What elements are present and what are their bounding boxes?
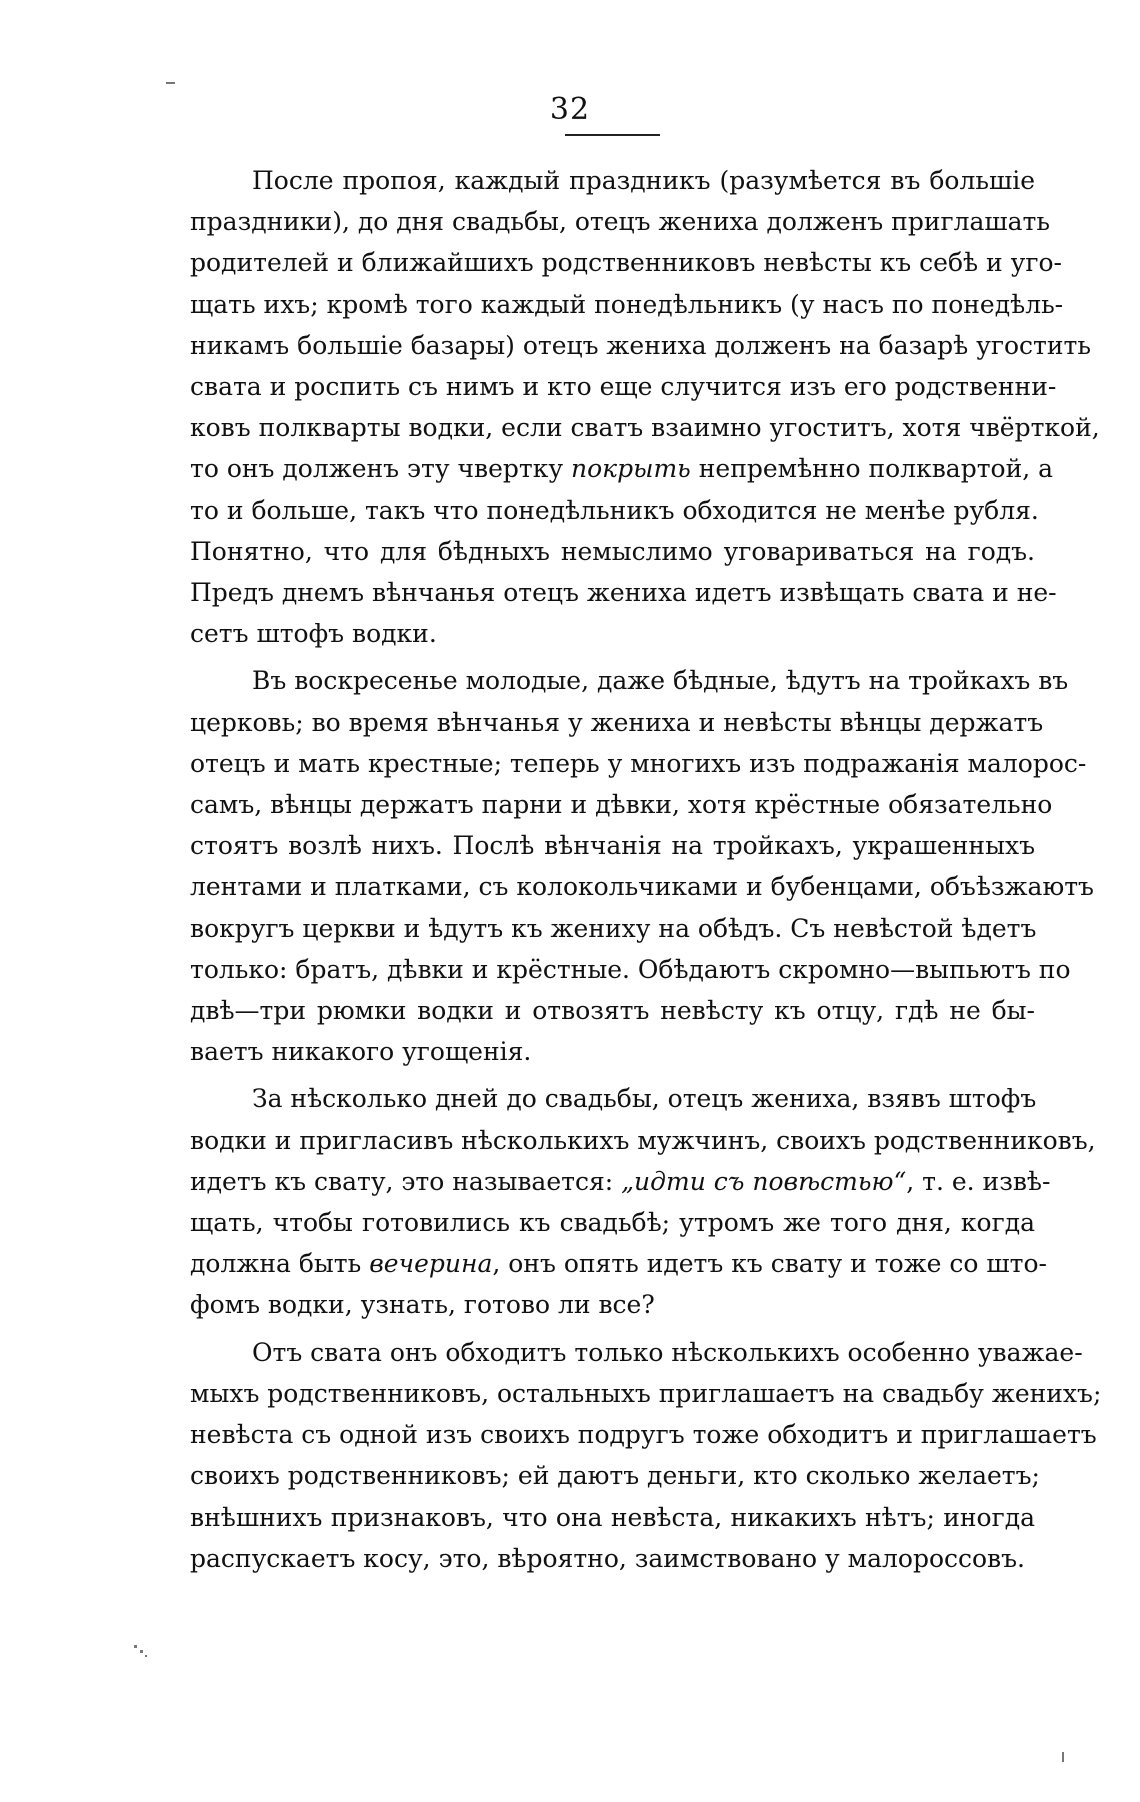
text-line: [190, 990, 1035, 1031]
text-line: [190, 242, 1062, 283]
text-line: [190, 613, 1035, 654]
paragraph: [190, 160, 1100, 654]
text-line: [190, 1161, 1051, 1202]
text-line: [190, 743, 1087, 784]
text-run: , т. е. извѣ-: [906, 1166, 1051, 1196]
page-number-rule: [565, 134, 660, 136]
text-line: [190, 160, 1035, 201]
text-run: свата и роспить съ нимъ и кто еще случится изъ его родственни-: [190, 372, 1057, 402]
text-run: ковъ полкварты водки, если сватъ взаимно угоститъ, хотя чвёрткой,: [190, 413, 1100, 443]
text-run: сетъ штофъ водки.: [190, 619, 437, 649]
italic-term: вечерина: [369, 1249, 493, 1279]
text-run: Предъ днемъ вѣнчанья отецъ жениха идетъ извѣщать свата и не-: [190, 578, 1057, 608]
text-run: водки и пригласивъ нѣсколькихъ мужчинъ, своихъ родственниковъ,: [190, 1125, 1096, 1155]
text-line: [190, 325, 1091, 366]
text-run: непремѣнно полквартой, а: [690, 454, 1054, 484]
text-line: [190, 1078, 1035, 1119]
text-run: внѣшнихъ признаковъ, что она невѣста, никакихъ нѣтъ; иногда: [190, 1502, 1035, 1532]
text-line: [190, 1031, 1035, 1072]
text-line: [190, 1243, 1047, 1284]
text-line: [190, 702, 1044, 743]
text-line: [190, 825, 1035, 866]
text-run: мыхъ родственниковъ, остальныхъ приглашаетъ на свадьбу женихъ;: [190, 1378, 1102, 1408]
text-run: фомъ водки, узнать, готово ли все?: [190, 1290, 655, 1320]
text-run: После пропоя, каждый праздникъ (разумѣется въ большіе: [252, 166, 1035, 195]
text-run: За нѣсколько дней до свадьбы, отецъ жениха, взявъ штофъ: [252, 1084, 1037, 1114]
text-line: [190, 490, 1039, 531]
paragraph: [190, 1078, 1096, 1325]
text-run: никамъ большіе базары) отецъ жениха долженъ на базарѣ угостить: [190, 330, 1091, 360]
text-run: вокругъ церкви и ѣдутъ къ жениху на обѣдъ. Съ невѣстой ѣдетъ: [190, 913, 1037, 943]
text-line: [190, 572, 1057, 613]
text-run: церковь; во время вѣнчанья у жениха и невѣсты вѣнцы держатъ: [190, 707, 1044, 737]
text-run: распускаетъ косу, это, вѣроятно, заимствовано у малороссовъ.: [190, 1543, 1025, 1573]
paragraph: [190, 1332, 1102, 1579]
text-line: [190, 201, 1050, 242]
text-line: [190, 908, 1035, 949]
text-line: [190, 1120, 1096, 1161]
text-run: стоятъ возлѣ нихъ. Послѣ вѣнчанія на тройкахъ, украшенныхъ: [190, 831, 1035, 861]
text-run: невѣста съ одной изъ своихъ подругъ тоже обходитъ и приглашаетъ: [190, 1420, 1097, 1450]
text-run: Въ воскресенье молодые, даже бѣдные, ѣдутъ на тройкахъ въ: [252, 666, 1069, 696]
text-line: [190, 949, 1071, 990]
text-line: [190, 1202, 1035, 1243]
text-run: ваетъ никакого угощенія.: [190, 1037, 532, 1067]
text-run: своихъ родственниковъ; ей даютъ деньги, кто сколько желаетъ;: [190, 1461, 1040, 1491]
text-line: [190, 1455, 1040, 1496]
scan-speck: [134, 1645, 137, 1648]
text-line: [190, 784, 1053, 825]
text-line: [190, 660, 1069, 701]
body-text: [190, 160, 1102, 1579]
text-line: [190, 448, 1054, 489]
text-run: двѣ—три рюмки водки и отвозятъ невѣсту къ отцу, гдѣ не бы-: [190, 996, 1035, 1026]
text-run: Понятно, что для бѣдныхъ немыслимо уговариваться на годъ.: [190, 536, 1035, 566]
text-run: Отъ свата онъ обходитъ только нѣсколькихъ особенно уважае-: [252, 1337, 1083, 1367]
text-run: должна быть: [190, 1249, 370, 1279]
text-run: то онъ долженъ эту чвертку: [190, 454, 572, 484]
text-run: идетъ къ свату, это называется:: [190, 1166, 622, 1196]
scan-speck: [166, 82, 175, 84]
text-run: , онъ опять идетъ къ свату и тоже со што-: [492, 1249, 1047, 1279]
text-line: [190, 284, 1064, 325]
text-run: родителей и ближайшихъ родственниковъ невѣсты къ себѣ и уго-: [190, 248, 1062, 278]
text-run: щать ихъ; кромѣ того каждый понедѣльникъ (у насъ по понедѣль-: [190, 289, 1064, 319]
scan-speck: [1062, 1752, 1064, 1762]
scan-speck: [140, 1650, 143, 1653]
text-line: [190, 1414, 1097, 1455]
text-run: праздники), до дня свадьбы, отецъ жениха долженъ приглашать: [190, 207, 1050, 237]
text-line: [190, 866, 1094, 907]
italic-term: покрыть: [571, 454, 691, 484]
text-line: [190, 407, 1100, 448]
text-run: то и больше, такъ что понедѣльникъ обходится не менѣе рубля.: [190, 495, 1039, 525]
text-run: только: братъ, дѣвки и крёстные. Обѣдаютъ скромно—выпьютъ по: [190, 954, 1071, 984]
text-line: [190, 1538, 1035, 1579]
text-run: отецъ и мать крестные; теперь у многихъ изъ подражанія малорос-: [190, 748, 1087, 778]
paragraph: [190, 660, 1094, 1072]
text-line: [190, 1332, 1083, 1373]
text-line: [190, 366, 1057, 407]
text-line: [190, 1284, 1035, 1325]
text-line: [190, 1373, 1102, 1414]
scan-speck: [145, 1655, 147, 1657]
text-run: щать, чтобы готовились къ свадьбѣ; утромъ же того дня, когда: [190, 1208, 1035, 1238]
page-number: 32: [549, 92, 591, 127]
text-run: лентами и платками, съ колокольчиками и бубенцами, объѣзжаютъ: [190, 872, 1094, 902]
italic-term: „идти съ повѣстью“: [621, 1166, 907, 1196]
text-run: самъ, вѣнцы держатъ парни и дѣвки, хотя крёстные обязательно: [190, 790, 1053, 820]
text-line: [190, 1497, 1035, 1538]
text-line: [190, 531, 1035, 572]
